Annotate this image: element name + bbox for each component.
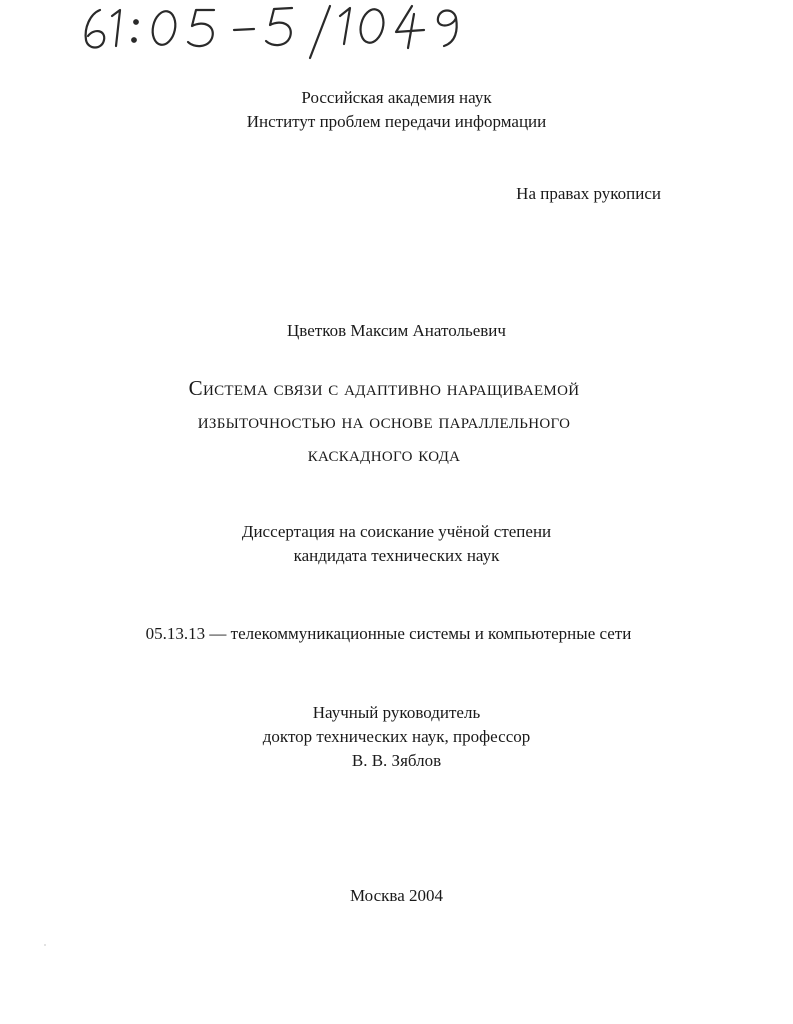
scan-speck xyxy=(44,944,46,946)
manuscript-note: На правах рукописи xyxy=(516,184,661,203)
title-line-3: каскадного кода xyxy=(307,442,461,466)
academy-name: Российская академия наук xyxy=(301,88,492,107)
supervisor-credentials: доктор технических наук, профессор xyxy=(262,727,531,746)
title-line-1: Система связи с адаптивно наращиваемой xyxy=(188,376,580,400)
degree-line-2: кандидата технических наук xyxy=(293,546,500,565)
supervisor-name: В. В. Зяблов xyxy=(351,751,442,770)
supervisor-role: Научный руководитель xyxy=(312,703,481,722)
specialty-code: 05.13.13 — телекоммуникационные системы и компьютерные сети xyxy=(145,624,632,643)
degree-line-1: Диссертация на соискание учёной степени xyxy=(241,522,552,541)
handwritten-archive-code xyxy=(78,0,478,60)
author-name: Цветков Максим Анатольевич xyxy=(287,321,506,340)
handwritten-archive-code-drawing xyxy=(78,0,478,60)
institute-name: Институт проблем передачи информации xyxy=(246,112,547,131)
title-line-2: избыточностью на основе параллельного xyxy=(197,409,571,433)
place-year: Москва 2004 xyxy=(349,886,444,905)
